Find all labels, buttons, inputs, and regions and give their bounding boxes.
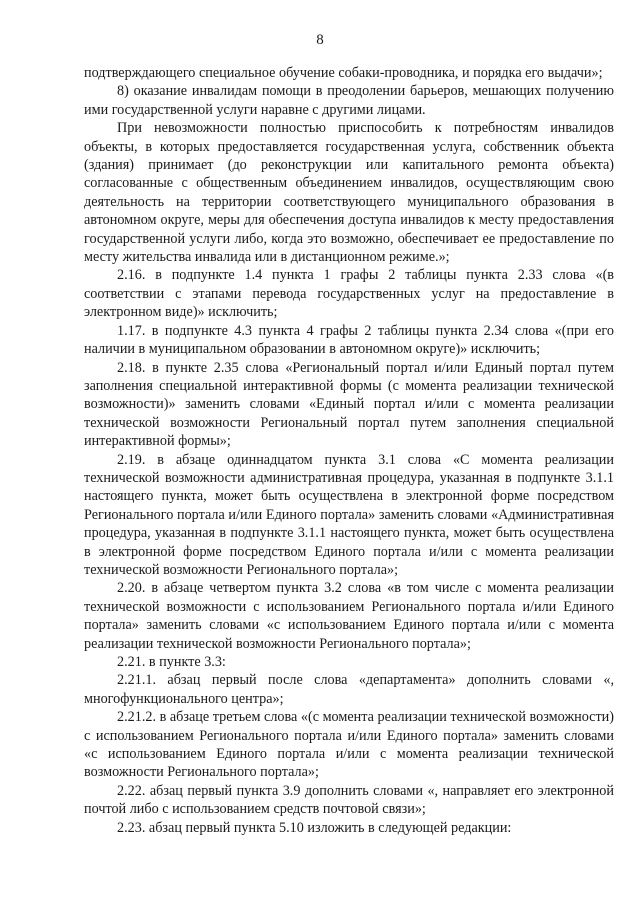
paragraph-1-17: 1.17. в подпункте 4.3 пункта 4 графы 2 таблицы пункта 2.34 слова «(при его наличии в муниципальном образовании в автономном округе)» исключить; bbox=[84, 322, 614, 358]
paragraph-2-20: 2.20. в абзаце четвертом пункта 3.2 слова «в том числе с момента реализации технической возможности с использованием Регионального портала и/или Единого портала» заменить словами «с использованием Единого портала и/или с момента реализации технической возможности Регионального портала»; bbox=[84, 580, 614, 652]
paragraph-item-8: 8) оказание инвалидам помощи в преодолении барьеров, мешающих получению ими государственной услуги наравне с другими лицами. bbox=[84, 83, 614, 118]
paragraph-2-21-1: 2.21.1. абзац первый после слова «департамента» дополнить словами «, многофункционального центра»; bbox=[84, 672, 614, 707]
document-body bbox=[84, 64, 614, 837]
paragraph-accessibility: При невозможности полностью приспособить к потребностям инвалидов объекты, в которых предоставляется государственная услуга, собственник объекта (здания) принимает (до реконструкции или капитального ремонта объекта) согласованные с общественным объединением инвалидов, осуществляющим свою деятельность на территории соответствующего муниципального образования в автономном округе, меры для обеспечения доступа инвалидов к месту предоставления государственной услуги либо, когда это возможно, обеспечивает ее предоставление по месту жительства инвалида или в дистанционном режиме.»; bbox=[84, 120, 614, 266]
paragraph-2-21-2: 2.21.2. в абзаце третьем слова «(с момента реализации технической возможности) с использованием Регионального портала и/или Единого портала» заменить словами «с использованием Единого портала и/или с момента реализации технической возможности Регионального портала»; bbox=[84, 709, 614, 781]
paragraph-2-16: 2.16. в подпункте 1.4 пункта 1 графы 2 таблицы пункта 2.33 слова «(в соответствии с этапами перевода государственных услуг на предоставление в электронном виде)» исключить; bbox=[84, 267, 614, 321]
paragraph-2-21: 2.21. в пункте 3.3: bbox=[117, 654, 226, 670]
paragraph-continuation: подтверждающего специальное обучение собаки-проводника, и порядка его выдачи»; bbox=[84, 65, 603, 81]
paragraph-2-18: 2.18. в пункте 2.35 слова «Региональный портал и/или Единый портал путем заполнения специальной интерактивной формы (с момента реализации технической возможности)» заменить словами «Единый портал и/или с момента реализации технической возможности Региональный портал путем заполнения специальной интерактивной формы»; bbox=[84, 359, 614, 450]
page-number: 8 bbox=[316, 32, 324, 48]
paragraph-2-22: 2.22. абзац первый пункта 3.9 дополнить словами «, направляет его электронной почтой либо с использованием средств почтовой связи»; bbox=[84, 782, 614, 818]
paragraph-2-23: 2.23. абзац первый пункта 5.10 изложить в следующей редакции: bbox=[117, 819, 512, 836]
paragraph-2-19: 2.19. в абзаце одиннадцатом пункта 3.1 слова «С момента реализации технической возможности административная процедура, указанная в подпункте 3.1.1 настоящего пункта, может быть осуществлена в электронной форме посредством Регионального портала и/или Единого портала» заменить словами «Административная процедура, указанная в подпункте 3.1.1 настоящего пункта, может быть осуществлена в электронной форме посредством Единого портала и/или с момента реализации технической возможности Регионального портала»; bbox=[84, 451, 614, 578]
